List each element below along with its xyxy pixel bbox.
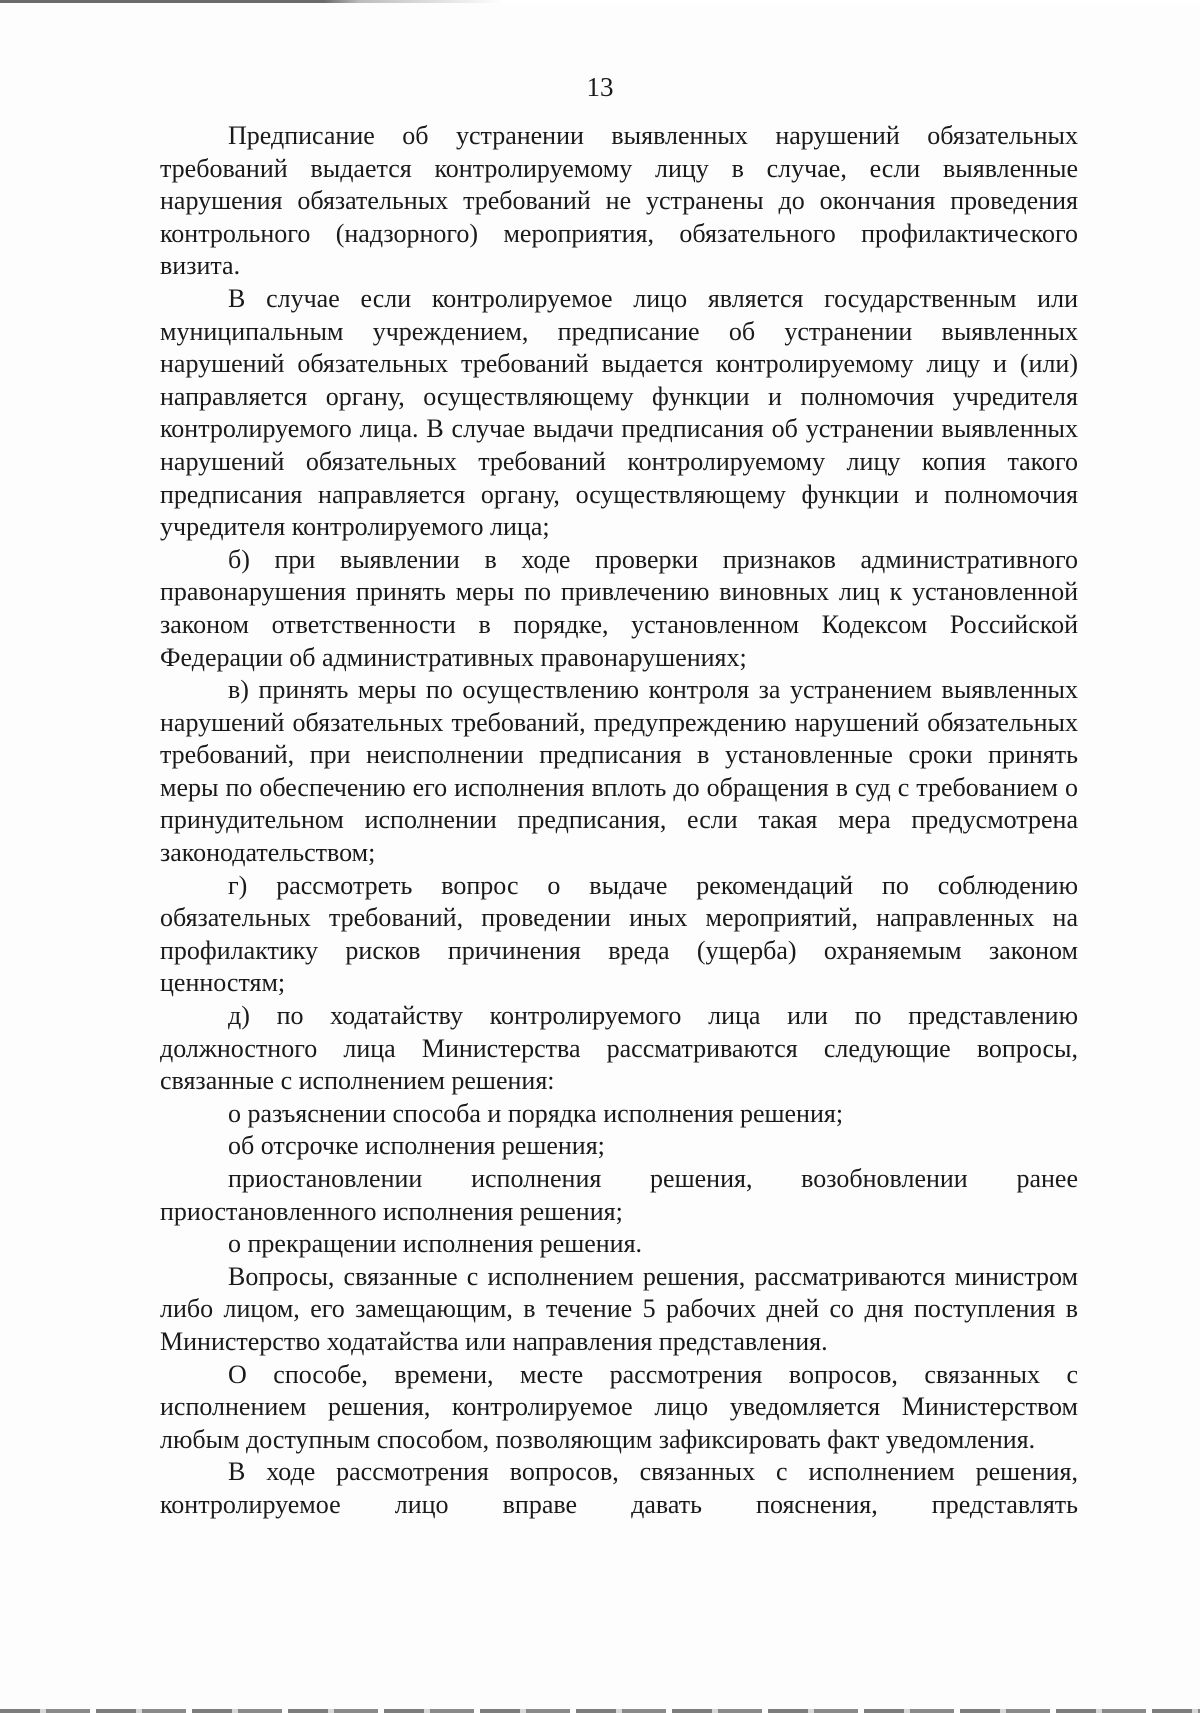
scan-edge-bottom [0,1709,1200,1713]
paragraph-review-term: Вопросы, связанные с исполнением решения, рассматриваются министром либо лицом, его замещающим, в течение 5 рабочих дней со дня поступления в Министерство ходатайства или направления представления. [160,1261,1078,1356]
paragraph-termination: о прекращении исполнения решения. [228,1229,643,1259]
document-body [160,120,1078,1522]
paragraph-item-b: б) при выявлении в ходе проверки признаков административного правонарушения принять меры по привлечению виновных лиц к установленной законом ответственности в порядке, установленном Кодексом Российской Федерации об административных правонарушениях; [160,544,1078,672]
page-number: 13 [586,72,614,102]
scan-edge-top [0,0,1200,3]
paragraph-explanations: В ходе рассмотрения вопросов, связанных с исполнением решения, контролируемое лицо вправе давать пояснения, представлять [160,1457,1078,1519]
paragraph-institution-case: В случае если контролируемое лицо является государственным или муниципальным учреждением, предписание об устранении выявленных нарушений обязательных требований выдается контролируемому лицу и (или) направляется органу, осуществляющему функции и полномочия учредителя контролируемого лица. В случае выдачи предписания об устранении выявленных нарушений обязательных требований контролируемому лицу копия такого предписания направляется органу, осуществляющему функции и полномочия учредителя контролируемого лица; [160,283,1078,542]
paragraph-item-g: г) рассмотреть вопрос о выдаче рекомендаций по соблюдению обязательных требований, проведении иных мероприятий, направленных на профилактику рисков причинения вреда (ущерба) охраняемым законом ценностям; [160,870,1078,998]
paragraph-item-v: в) принять меры по осуществлению контроля за устранением выявленных нарушений обязательных требований, предупреждению нарушений обязательных требований, при неисполнении предписания в установленные сроки принять меры по обеспечению его исполнения вплоть до обращения в суд с требованием о принудительном исполнении предписания, если такая мера предусмотрена законодательством; [160,675,1078,868]
paragraph-deferral: об отсрочке исполнения решения; [228,1131,605,1161]
paragraph-suspension: приостановлении исполнения решения, возобновлении ранее приостановленного исполнения решения; [160,1164,1078,1226]
paragraph-item-d: д) по ходатайству контролируемого лица или по представлению должностного лица Министерства рассматриваются следующие вопросы, связанные с исполнением решения: [160,1001,1078,1096]
paragraph-notification: О способе, времени, месте рассмотрения вопросов, связанных с исполнением решения, контролируемое лицо уведомляется Министерством любым доступным способом, позволяющим зафиксировать факт уведомления. [160,1359,1078,1454]
paragraph-clarification: о разъяснении способа и порядка исполнения решения; [228,1098,844,1128]
paragraph-prescription: Предписание об устранении выявленных нарушений обязательных требований выдается контролируемому лицу в случае, если выявленные нарушения обязательных требований не устранены до окончания проведения контрольного (надзорного) мероприятия, обязательного профилактического визита. [160,121,1078,281]
